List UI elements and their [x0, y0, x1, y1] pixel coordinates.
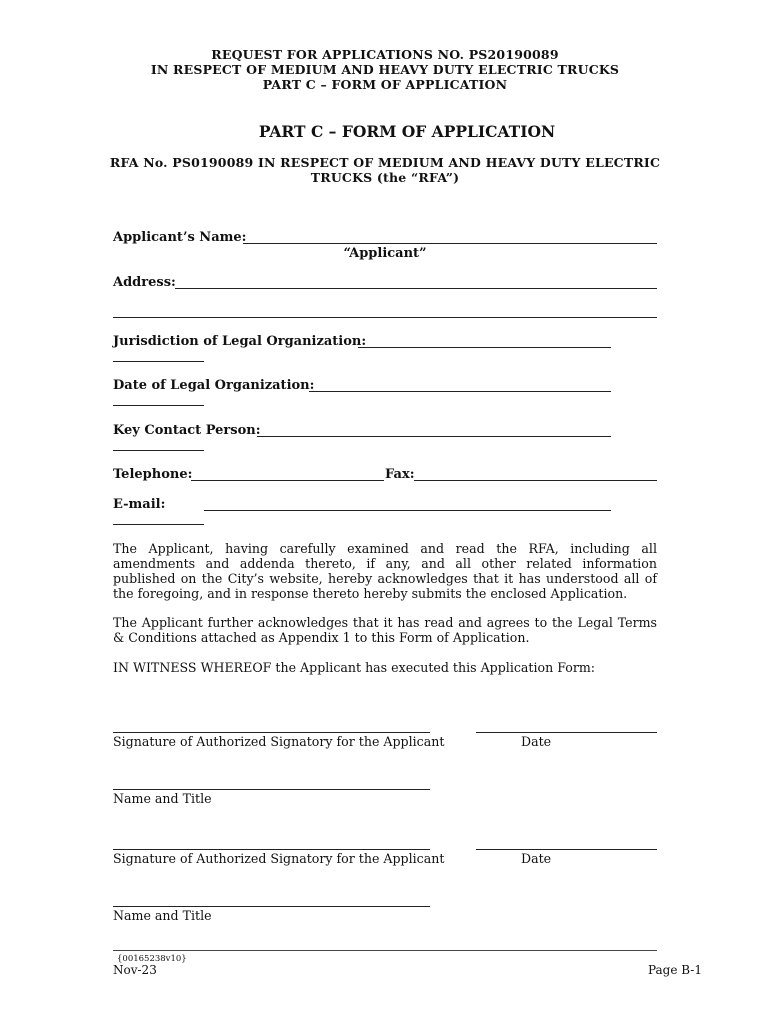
- telephone-line[interactable]: [191, 480, 384, 481]
- date-of-org-label: Date of Legal Organization:: [113, 378, 315, 393]
- date-line-2[interactable]: [476, 849, 657, 850]
- signature-label-1: Signature of Authorized Signatory for the Applicant: [113, 734, 445, 749]
- footer-divider: [113, 950, 657, 951]
- name-title-label-1: Name and Title: [113, 791, 212, 806]
- telephone-label: Telephone:: [113, 467, 193, 482]
- date-label-1: Date: [521, 734, 552, 749]
- email-label: E-mail:: [113, 497, 166, 512]
- header-line-1: REQUEST FOR APPLICATIONS NO. PS20190089: [211, 47, 559, 62]
- email-line[interactable]: [204, 510, 611, 511]
- address-line-2[interactable]: [113, 317, 657, 318]
- signature-line-1[interactable]: [113, 732, 430, 733]
- key-contact-label: Key Contact Person:: [113, 423, 261, 438]
- acknowledgement-paragraph: The Applicant, having carefully examined and read the RFA, including all amendments and addenda thereto, if any, and all other related information published on the City’s website, hereby acknowledges that it has understood all of the foregoing, and in response thereto hereby submits the enclosed Application.: [113, 541, 657, 601]
- fax-label: Fax:: [385, 467, 415, 482]
- email-line-cont: [113, 524, 204, 525]
- header-line-3: PART C – FORM OF APPLICATION: [262, 77, 508, 92]
- signature-line-2[interactable]: [113, 849, 430, 850]
- address-line-1[interactable]: [175, 288, 657, 289]
- date-of-org-line-cont: [113, 405, 204, 406]
- applicant-caption: “Applicant”: [343, 246, 427, 261]
- date-label-2: Date: [521, 851, 552, 866]
- footer-page-number: Page B-1: [647, 963, 702, 977]
- applicant-name-line[interactable]: [243, 243, 657, 244]
- footer-doc-id: {00165238v10}: [117, 954, 187, 964]
- address-label: Address:: [113, 275, 176, 290]
- header-line-2: IN RESPECT OF MEDIUM AND HEAVY DUTY ELECTRIC TRUCKS: [150, 62, 620, 77]
- subtitle-line-1: RFA No. PS0190089 IN RESPECT OF MEDIUM AND HEAVY DUTY ELECTRIC: [109, 155, 661, 170]
- signature-label-2: Signature of Authorized Signatory for the Applicant: [113, 851, 445, 866]
- date-of-org-line[interactable]: [309, 391, 611, 392]
- footer-date: Nov-23: [113, 963, 157, 977]
- fax-line[interactable]: [414, 480, 657, 481]
- page-title: PART C – FORM OF APPLICATION: [258, 122, 556, 141]
- name-title-line-1[interactable]: [113, 789, 430, 790]
- name-title-label-2: Name and Title: [113, 908, 212, 923]
- applicant-name-label: Applicant’s Name:: [113, 230, 247, 245]
- jurisdiction-line-cont: [113, 361, 204, 362]
- key-contact-line-cont: [113, 450, 204, 451]
- subtitle-line-2: TRUCKS (the “RFA”): [310, 170, 460, 185]
- name-title-line-2[interactable]: [113, 906, 430, 907]
- witness-paragraph: IN WITNESS WHEREOF the Applicant has executed this Application Form:: [113, 660, 596, 675]
- date-line-1[interactable]: [476, 732, 657, 733]
- legal-terms-paragraph: The Applicant further acknowledges that it has read and agrees to the Legal Terms & Conditions attached as Appendix 1 to this Form of Application.: [113, 615, 657, 645]
- key-contact-line[interactable]: [257, 436, 611, 437]
- jurisdiction-line[interactable]: [358, 347, 611, 348]
- jurisdiction-label: Jurisdiction of Legal Organization:: [113, 334, 367, 349]
